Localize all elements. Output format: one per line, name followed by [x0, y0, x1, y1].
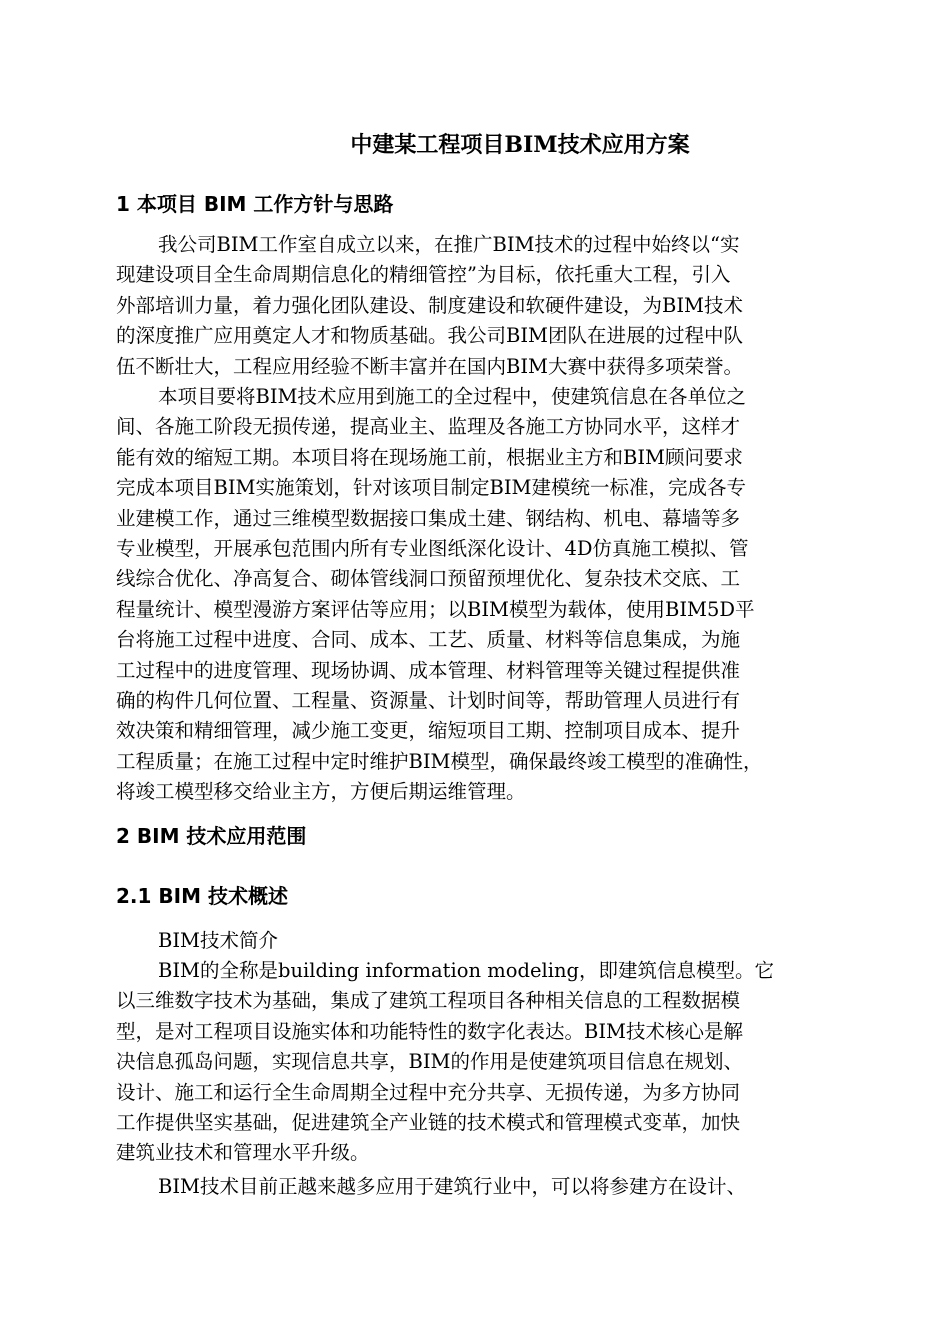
paragraph-line: 效决策和精细管理，减少施工变更，缩短项目工期、控制项目成本、提升: [116, 719, 741, 743]
paragraph-line: 外部培训力量，着力强化团队建设、制度建设和软硬件建设，为BIM技术: [116, 293, 743, 317]
paragraph-line: 决信息孤岛问题，实现信息共享，BIM的作用是使建筑项目信息在规划、: [116, 1050, 743, 1074]
paragraph-line: BIM技术目前正越来越多应用于建筑行业中，可以将参建方在设计、: [158, 1175, 746, 1198]
section-heading-2: 2 BIM 技术应用范围: [116, 824, 307, 848]
paragraph-line: BIM的全称是building information modeling，即建筑信息模型。它: [158, 959, 775, 982]
paragraph-line: 确的构件几何位置、工程量、资源量、计划时间等，帮助管理人员进行有: [116, 688, 741, 712]
paragraph-1: [116, 230, 844, 382]
paragraph-line: 工过程中的进度管理、现场协调、成本管理、材料管理等关键过程提供准: [116, 658, 741, 682]
paragraph-line: 台将施工过程中进度、合同、成本、工艺、质量、材料等信息集成，为施: [116, 628, 741, 652]
paragraph-line: 专业模型，开展承包范围内所有专业图纸深化设计、4D仿真施工模拟、管: [116, 536, 749, 560]
paragraph-line: 工程质量；在施工过程中定时维护BIM模型，确保最终竣工模型的准确性，: [116, 749, 763, 773]
paragraph-line: 的深度推广应用奠定人才和物质基础。我公司BIM团队在进展的过程中队: [116, 324, 743, 348]
paragraph-line: 工作提供坚实基础，促进建筑全产业链的技术模式和管理模式变革，加快: [116, 1110, 741, 1134]
paragraph-line: 以三维数字技术为基础，集成了建筑工程项目各种相关信息的工程数据模: [116, 989, 741, 1013]
subsection-heading-2-1: 2.1 BIM 技术概述: [116, 884, 288, 908]
paragraph-line: 将竣工模型移交给业主方，方便后期运维管理。: [116, 780, 526, 804]
paragraph-line: 业建模工作，通过三维模型数据接口集成土建、钢结构、机电、幕墙等多: [116, 506, 741, 530]
paragraph-3: [116, 956, 844, 1169]
paragraph-2: [116, 382, 844, 807]
paragraph-line: BIM技术简介: [158, 929, 278, 952]
section-heading-1: 1 本项目 BIM 工作方针与思路: [116, 192, 394, 216]
paragraph-line: 型，是对工程项目设施实体和功能特性的数字化表达。BIM技术核心是解: [116, 1019, 743, 1043]
paragraph-line: 本项目要将BIM技术应用到施工的全过程中，使建筑信息在各单位之: [158, 385, 746, 408]
paragraph-line: 我公司BIM工作室自成立以来，在推广BIM技术的过程中始终以“实: [158, 233, 740, 256]
paragraph-line: 现建设项目全生命周期信息化的精细管控”为目标，依托重大工程，引入: [116, 263, 731, 287]
paragraph-line: 能有效的缩短工期。本项目将在现场施工前，根据业主方和BIM顾问要求: [116, 445, 743, 469]
paragraph-line: 间、各施工阶段无损传递，提高业主、监理及各施工方协同水平，这样才: [116, 415, 741, 439]
paragraph-line: 伍不断壮大，工程应用经验不断丰富并在国内BIM大赛中获得多项荣誉。: [116, 354, 743, 378]
paragraph-line: 线综合优化、净高复合、砌体管线洞口预留预埋优化、复杂技术交底、工: [116, 567, 741, 591]
paragraph-line: 程量统计、模型漫游方案评估等应用；以BIM模型为载体，使用BIM5D平: [116, 597, 755, 621]
document-title: 中建某工程项目BIM技术应用方案: [350, 132, 690, 158]
paragraph-line: 设计、施工和运行全生命周期全过程中充分共享、无损传递，为多方协同: [116, 1080, 741, 1104]
paragraph-line: 完成本项目BIM实施策划，针对该项目制定BIM建模统一标准，完成各专: [116, 476, 746, 500]
paragraph-line: 建筑业技术和管理水平升级。: [116, 1141, 370, 1165]
paragraph-bim-intro-label: [116, 926, 844, 956]
paragraph-4: [116, 1172, 844, 1202]
